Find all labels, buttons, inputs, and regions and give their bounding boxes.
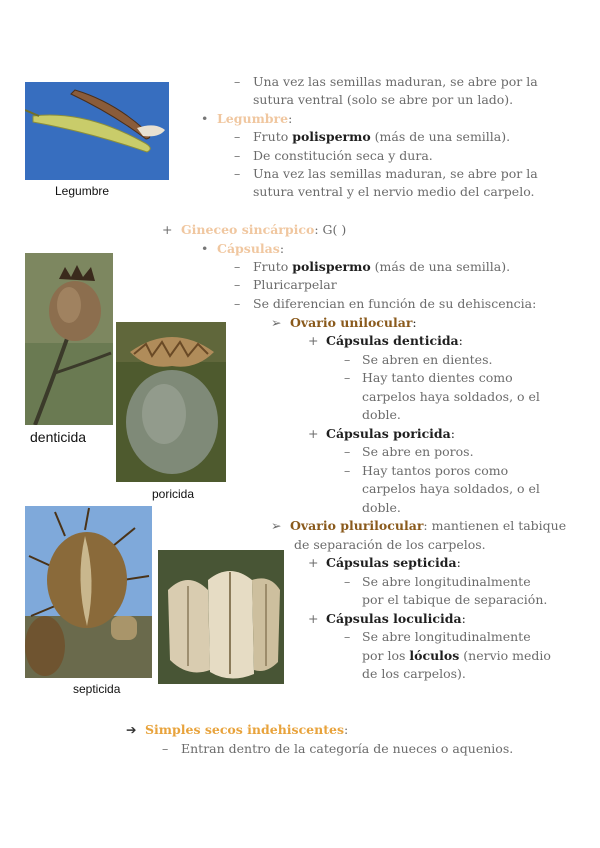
poricida-photo <box>116 322 226 482</box>
dash: – <box>234 259 241 274</box>
dash: – <box>234 166 241 181</box>
heading-poricida: Cápsulas poricida: <box>326 426 455 441</box>
heading-loculicida: Cápsulas loculicida: <box>326 611 466 626</box>
septicida-photo <box>25 506 152 678</box>
caption-denticida: denticida <box>30 429 87 445</box>
text-line: sutura ventral y el nervio medio del carpelo. <box>253 184 535 199</box>
bullet-dot: • <box>201 111 209 126</box>
heading-ovario-plurilocular: Ovario plurilocular: mantienen el tabique <box>290 518 567 533</box>
text-line: Se abre longitudinalmente <box>362 574 531 589</box>
heading-septicida: Cápsulas septicida: <box>326 555 461 570</box>
loculicida-photo <box>158 550 284 684</box>
dash: – <box>234 129 241 144</box>
dash: – <box>344 629 351 644</box>
bullet-plus: + <box>308 611 319 626</box>
text-line: De constitución seca y dura. <box>253 148 433 163</box>
text-line: Una vez las semillas maduran, se abre por la <box>253 166 538 181</box>
text-line: Se abre longitudinalmente <box>362 629 531 644</box>
caption-septicida: septicida <box>73 682 121 696</box>
arrow-bullet: ➔ <box>126 722 137 737</box>
heading-legumbre: Legumbre: <box>217 111 293 126</box>
heading-simples-secos: Simples secos indehiscentes: <box>145 722 349 737</box>
text-line: Hay tanto dientes como <box>362 370 513 385</box>
legume-photo <box>25 82 169 180</box>
text-line: sutura ventral (solo se abre por un lado). <box>253 92 514 107</box>
bullet-plus: + <box>308 333 319 348</box>
text-line: carpelos haya soldados, o el <box>362 389 540 404</box>
denticida-photo <box>25 253 113 425</box>
bullet-plus: + <box>308 426 319 441</box>
text-line: de separación de los carpelos. <box>294 537 486 552</box>
dash: – <box>162 741 169 756</box>
text-line: por los lóculos (nervio medio <box>362 648 551 663</box>
arrow-bullet: ➢ <box>271 315 282 330</box>
heading-capsulas: Cápsulas: <box>217 241 285 256</box>
dash: – <box>344 370 351 385</box>
text-line: por el tabique de separación. <box>362 592 548 607</box>
heading-ovario-unilocular: Ovario unilocular: <box>290 315 417 330</box>
dash: – <box>234 148 241 163</box>
dash: – <box>344 444 351 459</box>
caption-poricida: poricida <box>152 487 195 501</box>
bullet-plus: + <box>308 555 319 570</box>
dash: – <box>344 352 351 367</box>
text-line: Se abren en dientes. <box>362 352 493 367</box>
arrow-bullet: ➢ <box>271 518 282 533</box>
heading-denticida: Cápsulas denticida: <box>326 333 463 348</box>
dash: – <box>344 463 351 478</box>
dash: – <box>344 574 351 589</box>
dash: – <box>234 74 241 89</box>
text-line: carpelos haya soldados, o el <box>362 481 540 496</box>
heading-gineceo: Gineceo sincárpico: G( ) <box>181 222 347 237</box>
text-line: de los carpelos). <box>362 666 466 681</box>
text-line: Entran dentro de la categoría de nueces o aquenios. <box>181 741 514 756</box>
text-line: Se diferencian en función de su dehiscencia: <box>253 296 537 311</box>
caption-legumbre: Legumbre <box>55 184 110 198</box>
bullet-plus: + <box>162 222 173 237</box>
bullet-dot: • <box>201 241 209 256</box>
text-line: Hay tantos poros como <box>362 463 509 478</box>
text-line: Una vez las semillas maduran, se abre por la <box>253 74 538 89</box>
text-line: Se abre en poros. <box>362 444 474 459</box>
text-line: doble. <box>362 500 401 515</box>
dash: – <box>234 277 241 292</box>
text-line: Fruto polispermo (más de una semilla). <box>253 259 511 274</box>
text-line: Pluricarpelar <box>253 277 337 292</box>
text-line: Fruto polispermo (más de una semilla). <box>253 129 511 144</box>
text-line: doble. <box>362 407 401 422</box>
dash: – <box>234 296 241 311</box>
